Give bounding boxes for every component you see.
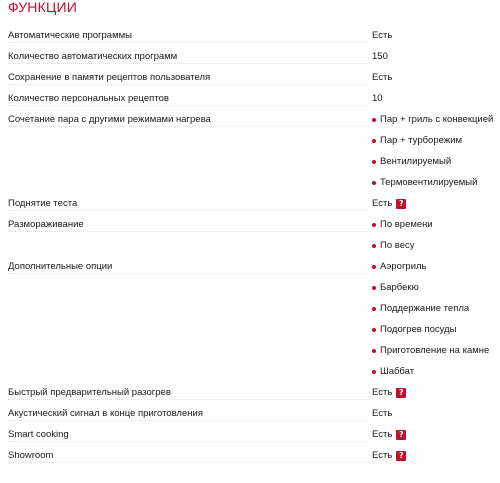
spec-row	[8, 193, 500, 214]
bullet-icon	[372, 139, 376, 143]
spec-value-item	[372, 109, 500, 130]
spec-values	[372, 256, 500, 382]
spec-value-item	[372, 298, 500, 319]
spec-value: Есть	[372, 408, 393, 419]
spec-value: Аэрогриль	[380, 261, 427, 272]
spec-label: Smart cooking	[8, 429, 69, 440]
spec-value: Приготовление на камне	[380, 345, 490, 356]
spec-row	[8, 88, 500, 109]
spec-row	[8, 214, 500, 256]
spec-value-item	[372, 172, 500, 193]
spec-label: Сохранение в памяти рецептов пользователя	[8, 72, 211, 83]
spec-label: Быстрый предварительный разогрев	[8, 387, 171, 398]
spec-label: Сочетание пара с другими режимами нагрева	[8, 114, 211, 125]
spec-values	[372, 403, 500, 424]
help-icon[interactable]: ?	[396, 199, 406, 209]
spec-values	[372, 424, 500, 445]
spec-row	[8, 445, 500, 466]
bullet-icon	[372, 244, 376, 248]
bullet-icon	[372, 181, 376, 185]
spec-value-line	[372, 25, 500, 46]
help-icon[interactable]: ?	[396, 430, 406, 440]
spec-row	[8, 67, 500, 88]
spec-value-item	[372, 130, 500, 151]
spec-value-line	[372, 88, 500, 109]
spec-value-line	[372, 403, 500, 424]
spec-label: Количество персональных рецептов	[8, 93, 169, 104]
section-title: ФУНКЦИИ	[8, 0, 78, 15]
spec-value: Есть	[372, 387, 393, 398]
spec-values	[372, 214, 500, 256]
spec-value: Есть	[372, 198, 393, 209]
bullet-icon	[372, 265, 376, 269]
spec-value: Шаббат	[380, 366, 415, 377]
spec-value-line	[372, 445, 500, 466]
spec-label: Акустический сигнал в конце приготовления	[8, 408, 203, 419]
spec-values	[372, 445, 500, 466]
spec-values	[372, 109, 500, 193]
spec-label: Поднятие теста	[8, 198, 78, 209]
spec-values	[372, 382, 500, 403]
spec-value: Есть	[372, 72, 393, 83]
spec-value: Подогрев посуды	[380, 324, 457, 335]
spec-label: Количество автоматических программ	[8, 51, 178, 62]
bullet-icon	[372, 370, 376, 374]
spec-value: 150	[372, 51, 388, 62]
spec-value: Есть	[372, 30, 393, 41]
spec-value-item	[372, 235, 500, 256]
spec-label: Showroom	[8, 450, 54, 461]
spec-row	[8, 382, 500, 403]
bullet-icon	[372, 349, 376, 353]
spec-row	[8, 256, 500, 382]
spec-value: Барбекю	[380, 282, 419, 293]
spec-value-line	[372, 382, 500, 403]
spec-label: Автоматические программы	[8, 30, 132, 41]
spec-value: Пар + гриль с конвекцией	[380, 114, 494, 125]
spec-row	[8, 46, 500, 67]
spec-value: Пар + турборежим	[380, 135, 462, 146]
spec-row	[8, 424, 500, 445]
spec-value: По времени	[380, 219, 433, 230]
spec-value: Термовентилируемый	[380, 177, 478, 188]
spec-row	[8, 25, 500, 46]
spec-values	[372, 88, 500, 109]
bullet-icon	[372, 307, 376, 311]
spec-values	[372, 25, 500, 46]
bullet-icon	[372, 118, 376, 122]
spec-row	[8, 109, 500, 193]
spec-value: Вентилируемый	[380, 156, 452, 167]
spec-value: По весу	[380, 240, 415, 251]
spec-value: Есть	[372, 429, 393, 440]
spec-value-item	[372, 214, 500, 235]
spec-value-item	[372, 361, 500, 382]
spec-row	[8, 403, 500, 424]
spec-value: Есть	[372, 450, 393, 461]
spec-list	[8, 25, 500, 466]
spec-value-line	[372, 193, 500, 214]
spec-value-item	[372, 319, 500, 340]
help-icon[interactable]: ?	[396, 451, 406, 461]
spec-value: 10	[372, 93, 383, 104]
spec-value-item	[372, 151, 500, 172]
spec-value-line	[372, 46, 500, 67]
help-icon[interactable]: ?	[396, 388, 406, 398]
bullet-icon	[372, 223, 376, 227]
bullet-icon	[372, 286, 376, 290]
spec-values	[372, 46, 500, 67]
spec-value-item	[372, 256, 500, 277]
spec-value-line	[372, 424, 500, 445]
spec-label: Размораживание	[8, 219, 84, 230]
spec-value-item	[372, 340, 500, 361]
spec-label: Дополнительные опции	[8, 261, 113, 272]
spec-values	[372, 67, 500, 88]
spec-value-item	[372, 277, 500, 298]
bullet-icon	[372, 160, 376, 164]
spec-values	[372, 193, 500, 214]
bullet-icon	[372, 328, 376, 332]
spec-value: Поддержание тепла	[380, 303, 470, 314]
spec-value-line	[372, 67, 500, 88]
